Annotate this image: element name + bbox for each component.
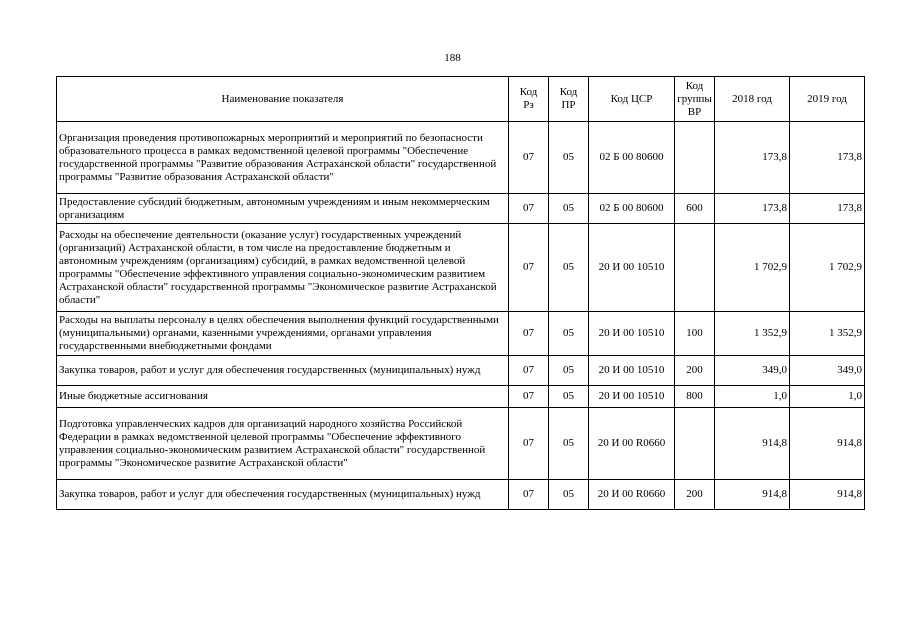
row-rz: 07 (509, 408, 549, 480)
table-row (57, 122, 865, 194)
row-pr: 05 (549, 386, 589, 408)
row-pr: 05 (549, 408, 589, 480)
row-2019: 1 352,9 (790, 312, 865, 356)
row-name: Расходы на обеспечение деятельности (оказание услуг) государственных учреждений (организаций) Астраханской области, в том числе на предоставление бюджетным и автономным учреждениям (организациям) субсидий, в рамках ведомственной целевой программы "Обеспечение эффективного управления социально-экономическим развитием Астраханской области" государственной программы "Экономическое развитие Астраханской области" (57, 224, 509, 312)
header-rz: Код Рз (509, 77, 549, 122)
row-2018: 1 702,9 (715, 224, 790, 312)
row-csr: 20 И 00 10510 (589, 386, 675, 408)
row-2018: 1 352,9 (715, 312, 790, 356)
header-csr: Код ЦСР (589, 77, 675, 122)
row-pr: 05 (549, 356, 589, 386)
row-2019: 173,8 (790, 122, 865, 194)
row-2018: 914,8 (715, 408, 790, 480)
table-row (57, 194, 865, 224)
row-rz: 07 (509, 356, 549, 386)
table-header-row (57, 77, 865, 122)
row-rz: 07 (509, 386, 549, 408)
table-row (57, 480, 865, 510)
row-vr: 100 (675, 312, 715, 356)
row-rz: 07 (509, 480, 549, 510)
header-name: Наименование показателя (57, 77, 509, 122)
row-pr: 05 (549, 312, 589, 356)
row-pr: 05 (549, 122, 589, 194)
row-name: Закупка товаров, работ и услуг для обеспечения государственных (муниципальных) нужд (57, 356, 509, 386)
row-2019: 914,8 (790, 480, 865, 510)
row-2019: 173,8 (790, 194, 865, 224)
row-pr: 05 (549, 480, 589, 510)
table-row (57, 224, 865, 312)
row-2018: 173,8 (715, 194, 790, 224)
row-vr: 800 (675, 386, 715, 408)
row-rz: 07 (509, 194, 549, 224)
page-number: 188 (444, 52, 461, 64)
budget-table (56, 76, 865, 510)
row-2018: 914,8 (715, 480, 790, 510)
row-rz: 07 (509, 224, 549, 312)
row-vr (675, 224, 715, 312)
row-name: Иные бюджетные ассигнования (57, 386, 509, 408)
header-2018: 2018 год (715, 77, 790, 122)
header-2019: 2019 год (790, 77, 865, 122)
row-csr: 20 И 00 R0660 (589, 408, 675, 480)
row-csr: 02 Б 00 80600 (589, 194, 675, 224)
row-2018: 349,0 (715, 356, 790, 386)
header-vr: Код группы ВР (675, 77, 715, 122)
row-csr: 20 И 00 10510 (589, 224, 675, 312)
row-vr (675, 122, 715, 194)
table-row (57, 312, 865, 356)
row-vr: 200 (675, 480, 715, 510)
table-row (57, 356, 865, 386)
row-name: Подготовка управленческих кадров для организаций народного хозяйства Российской Федерации в рамках ведомственной целевой программы "Обеспечение эффективного управления социально-экономическим развитием Астраханской области" государственной программы "Экономическое развитие Астраханской области" (57, 408, 509, 480)
row-csr: 20 И 00 10510 (589, 312, 675, 356)
row-csr: 20 И 00 10510 (589, 356, 675, 386)
table-row (57, 386, 865, 408)
row-vr: 200 (675, 356, 715, 386)
row-pr: 05 (549, 224, 589, 312)
row-pr: 05 (549, 194, 589, 224)
row-csr: 02 Б 00 80600 (589, 122, 675, 194)
row-2019: 1,0 (790, 386, 865, 408)
row-2019: 1 702,9 (790, 224, 865, 312)
row-2019: 914,8 (790, 408, 865, 480)
row-name: Закупка товаров, работ и услуг для обеспечения государственных (муниципальных) нужд (57, 480, 509, 510)
header-pr: Код ПР (549, 77, 589, 122)
row-name: Предоставление субсидий бюджетным, автономным учреждениям и иным некоммерческим организациям (57, 194, 509, 224)
row-rz: 07 (509, 312, 549, 356)
row-name: Расходы на выплаты персоналу в целях обеспечения выполнения функций государственными (муниципальными) органами, казенными учреждениями, органами управления государственными внебюджетными фондами (57, 312, 509, 356)
row-2019: 349,0 (790, 356, 865, 386)
row-vr: 600 (675, 194, 715, 224)
row-rz: 07 (509, 122, 549, 194)
row-name: Организация проведения противопожарных мероприятий и мероприятий по безопасности образовательного процесса в рамках ведомственной целевой программы "Обеспечение государственной программы "Развитие образования Астраханской области" государственной программы "Развитие образования Астраханской области" (57, 122, 509, 194)
row-csr: 20 И 00 R0660 (589, 480, 675, 510)
row-2018: 1,0 (715, 386, 790, 408)
table-row (57, 408, 865, 480)
row-vr (675, 408, 715, 480)
row-2018: 173,8 (715, 122, 790, 194)
